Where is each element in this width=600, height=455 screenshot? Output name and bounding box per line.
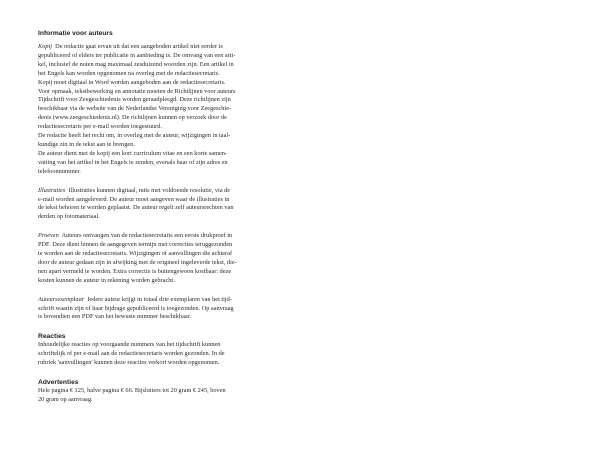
page-title: Informatie voor auteurs	[38, 30, 113, 37]
kopij-lead: Kopij	[38, 43, 52, 50]
text-line: derden op fotomateriaal.	[38, 213, 100, 221]
text-line: door de auteur gedaan zijn in afwijking met de origineel ingeleverde tekst, die-	[38, 258, 237, 266]
text-line: is bovendien een PDF van het bewuste nummer beschikbaar.	[38, 313, 192, 321]
text-line: redactiesecretaris per e-mail worden toegestuurd.	[38, 123, 162, 131]
text-line: vatting van het artikel in het Engels te zenden, evenals haar of zijn adres en	[38, 158, 228, 166]
text-line: Hele pagina € 125, halve pagina € 66. Bijsluiters tot 20 gram € 245, boven	[38, 387, 226, 395]
proeven-lead: Proeven	[38, 232, 59, 240]
text-line: Voor opmaak, tekstbewerking en annotatie moeten de Richtlijnen voor auteurs	[38, 87, 236, 95]
text-line: Tijdschrift voor Zeegeschiedenis worden geraadpleegd. Deze richtlijnen zijn	[38, 96, 231, 104]
text-line: De auteur dient met de kopij een kort curriculum vitae en een korte samen-	[38, 149, 228, 157]
section-advertenties	[38, 378, 260, 405]
text-line: gepubliceerd of elders ter publicatie in aanbieding is. De omvang van een arti-	[38, 51, 236, 59]
text-line: beschikbaar via de website van de Nederlandse Vereniging voor Zeegeschie-	[38, 105, 232, 113]
text-line: rubriek 'aanvullingen' kunnen deze reacties verkort worden opgenomen.	[38, 359, 220, 367]
text-line: telefoonnummer.	[38, 167, 81, 175]
text-line: kel, inclusief de noten mag maximaal zesduizend woorden zijn. Een artikel in	[38, 60, 234, 68]
text-line: Proeven Auteurs ontvangen van de redactiesecretaris een eerste drukproef in	[38, 232, 233, 240]
text-line: te worden aan de redactiesecretaris. Wijzigingen of aanvullingen die achteraf	[38, 250, 233, 258]
text-line: schrift waarin zijn of haar bijdrage gepubliceerd is toegezonden. Op aanvraag	[38, 304, 234, 312]
text-line: De redactie heeft het recht om, in overleg met de auteur, wijzigingen in taal-	[38, 132, 231, 140]
section-reacties	[38, 332, 260, 368]
section-proeven	[38, 232, 260, 285]
text-line: e-mail worden aangeleverd. De auteur moet aangeven waar de illustraties in	[38, 195, 230, 203]
text-line: Kopij De redactie gaat ervan uit dat een aangeboden artikel niet eerder is	[38, 43, 223, 50]
text-line: PDF. Deze dient binnen de aangegeven termijn met correcties teruggezonden	[38, 241, 233, 249]
text-line: Illustraties Illustraties kunnen digitaal, mits met voldoende resolutie, via de	[38, 186, 231, 194]
text-line: nen apart vermeld te worden. Extra correctie is buitengewoon kostbaar: deze	[38, 267, 232, 275]
text-line: kosten kunnen de auteur in rekening worden gebracht.	[38, 276, 175, 284]
auteursexemplaar-lead: Auteursexemplaar	[38, 295, 85, 303]
section-illustraties	[38, 187, 260, 223]
text-line: Kopij moet digitaal in Word worden aangeboden aan de redactiesecretaris.	[38, 78, 226, 86]
text-line: het Engels kan worden opgenomen na overleg met de redactiesecretaris.	[38, 69, 220, 77]
text-line: kundige zin in de tekst aan te brengen.	[38, 140, 135, 148]
section-auteursexemplaar	[38, 296, 260, 323]
text-line: schriftelijk of per e-mail aan de redactiesecretaris worden gezonden. In de	[38, 350, 225, 358]
text-line: denis (www.zeegeschiedenis.nl). De richtlijnen kunnen op verzoek door de	[38, 114, 227, 122]
section-kopij	[38, 43, 260, 177]
illustraties-lead: Illustraties	[38, 186, 66, 194]
page-content	[38, 29, 260, 415]
text-line: Inhoudelijke reacties op voorgaande nummers van het tijdschrift kunnen	[38, 341, 221, 349]
text-line: de tekst behoren te worden geplaatst. De auteur regelt zelf auteursrechten van	[38, 204, 234, 212]
advertenties-heading: Advertenties	[38, 379, 79, 387]
text-line: Auteursexemplaar Iedere auteur krijgt in totaal drie exemplaren van het tijd-	[38, 295, 232, 303]
text-line: 20 gram op aanvraag.	[38, 396, 93, 403]
reacties-heading: Reacties	[38, 333, 66, 341]
